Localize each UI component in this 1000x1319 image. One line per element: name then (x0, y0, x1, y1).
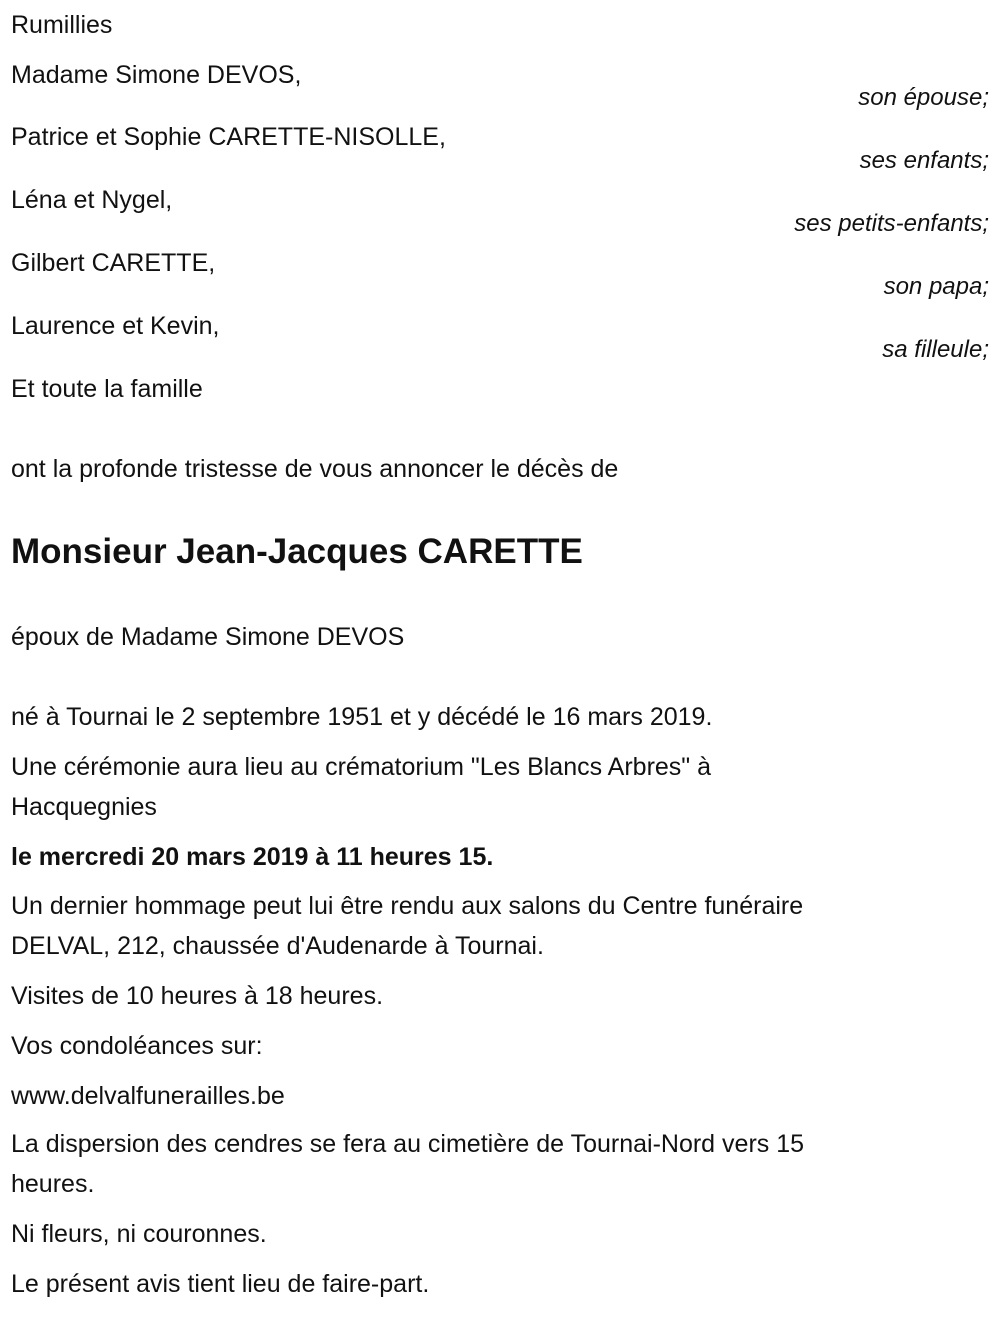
dispersion-line: La dispersion des cendres se fera au cimetière de Tournai-Nord vers 15 (11, 1130, 805, 1158)
family-name: Léna et Nygel, (11, 186, 173, 214)
ceremony-line: Une cérémonie aura lieu au crématorium "Les Blancs Arbres" à (11, 753, 712, 781)
family-relation: son épouse; (858, 84, 989, 111)
deceased-name: Monsieur Jean-Jacques CARETTE (11, 532, 583, 571)
family-name: Laurence et Kevin, (11, 312, 220, 340)
location: Rumillies (11, 11, 113, 39)
family-name: Gilbert CARETTE, (11, 249, 216, 277)
family-relation: ses enfants; (859, 147, 989, 174)
homage-line: DELVAL, 212, chaussée d'Audenarde à Tournai. (11, 932, 544, 960)
visits: Visites de 10 heures à 18 heures. (11, 982, 384, 1010)
dispersion-line: heures. (11, 1170, 95, 1198)
notice: Le présent avis tient lieu de faire-part. (11, 1270, 430, 1298)
birth-death: né à Tournai le 2 septembre 1951 et y décédé le 16 mars 2019. (11, 703, 713, 731)
family-name: Patrice et Sophie CARETTE-NISOLLE, (11, 123, 446, 151)
ceremony-line: Hacquegnies (11, 793, 157, 821)
family-relation: son papa; (883, 273, 989, 300)
spouse-line: époux de Madame Simone DEVOS (11, 623, 405, 651)
condolences: Vos condoléances sur: (11, 1032, 263, 1060)
website-link[interactable]: www.delvalfunerailles.be (11, 1082, 285, 1110)
family-closing: Et toute la famille (11, 375, 203, 403)
flowers-note: Ni fleurs, ni couronnes. (11, 1220, 267, 1248)
family-relation: ses petits-enfants; (794, 210, 989, 237)
ceremony-date: le mercredi 20 mars 2019 à 11 heures 15. (11, 843, 494, 871)
family-name: Madame Simone DEVOS, (11, 61, 302, 89)
family-relation: sa filleule; (882, 336, 989, 363)
announcement: ont la profonde tristesse de vous annoncer le décès de (11, 455, 619, 483)
homage-line: Un dernier hommage peut lui être rendu aux salons du Centre funéraire (11, 892, 804, 920)
